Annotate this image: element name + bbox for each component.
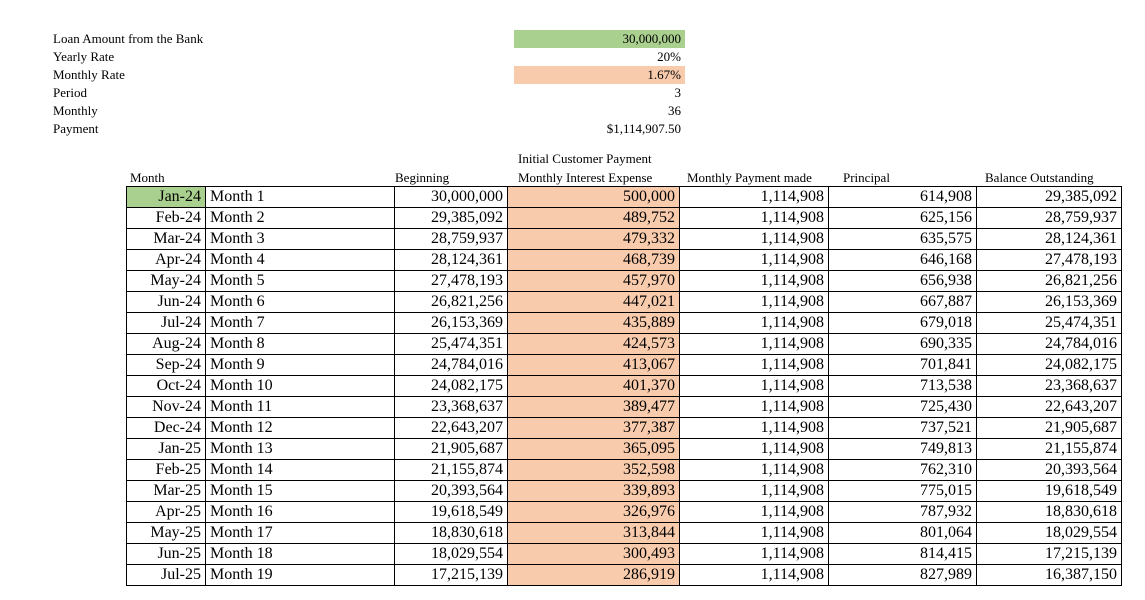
payment-cell[interactable]: 1,114,908 bbox=[680, 376, 829, 397]
interest-cell[interactable]: 500,000 bbox=[508, 187, 680, 208]
header-monthly-payment: Monthly Payment made bbox=[687, 170, 812, 185]
beginning-cell[interactable]: 18,029,554 bbox=[395, 544, 508, 565]
interest-cell[interactable]: 326,976 bbox=[508, 502, 680, 523]
table-row bbox=[127, 565, 1122, 586]
month-date-cell[interactable]: Aug-24 bbox=[127, 334, 206, 355]
interest-cell[interactable]: 447,021 bbox=[508, 292, 680, 313]
month-label-cell[interactable]: Month 12 bbox=[206, 418, 395, 439]
param-value[interactable]: 30,000,000 bbox=[514, 30, 685, 48]
month-label-cell[interactable]: Month 15 bbox=[206, 481, 395, 502]
balance-cell[interactable]: 26,821,256 bbox=[977, 271, 1122, 292]
param-value[interactable]: 20% bbox=[657, 49, 681, 64]
interest-cell[interactable]: 401,370 bbox=[508, 376, 680, 397]
beginning-cell[interactable]: 21,155,874 bbox=[395, 460, 508, 481]
beginning-cell[interactable]: 27,478,193 bbox=[395, 271, 508, 292]
table-row bbox=[127, 313, 1122, 334]
param-value[interactable]: 36 bbox=[668, 103, 681, 118]
interest-cell[interactable]: 489,752 bbox=[508, 208, 680, 229]
table-row bbox=[127, 376, 1122, 397]
interest-cell[interactable]: 300,493 bbox=[508, 544, 680, 565]
table-row bbox=[127, 187, 1122, 208]
beginning-cell[interactable]: 20,393,564 bbox=[395, 481, 508, 502]
month-label-cell[interactable]: Month 17 bbox=[206, 523, 395, 544]
header-initial-customer-payment: Initial Customer Payment bbox=[518, 151, 652, 166]
beginning-cell[interactable]: 21,905,687 bbox=[395, 439, 508, 460]
table-row bbox=[127, 397, 1122, 418]
payment-cell[interactable]: 1,114,908 bbox=[680, 397, 829, 418]
balance-cell[interactable]: 18,029,554 bbox=[977, 523, 1122, 544]
amortization-table bbox=[126, 186, 1122, 586]
param-value[interactable]: 1.67% bbox=[514, 66, 685, 84]
header-month: Month bbox=[130, 170, 165, 185]
balance-cell[interactable]: 27,478,193 bbox=[977, 250, 1122, 271]
table-row bbox=[127, 229, 1122, 250]
month-label-cell[interactable]: Month 8 bbox=[206, 334, 395, 355]
beginning-cell[interactable]: 23,368,637 bbox=[395, 397, 508, 418]
param-label: Yearly Rate bbox=[53, 49, 115, 64]
balance-cell[interactable]: 26,153,369 bbox=[977, 292, 1122, 313]
principal-cell[interactable]: 749,813 bbox=[829, 439, 977, 460]
balance-cell[interactable]: 21,155,874 bbox=[977, 439, 1122, 460]
balance-cell[interactable]: 23,368,637 bbox=[977, 376, 1122, 397]
interest-cell[interactable]: 313,844 bbox=[508, 523, 680, 544]
payment-cell[interactable]: 1,114,908 bbox=[680, 334, 829, 355]
principal-cell[interactable]: 801,064 bbox=[829, 523, 977, 544]
month-date-cell[interactable]: Sep-24 bbox=[127, 355, 206, 376]
table-row bbox=[127, 523, 1122, 544]
param-monthly[interactable] bbox=[0, 102, 700, 120]
month-label-cell[interactable]: Month 7 bbox=[206, 313, 395, 334]
param-payment[interactable] bbox=[0, 120, 700, 138]
table-row bbox=[127, 355, 1122, 376]
principal-cell[interactable]: 775,015 bbox=[829, 481, 977, 502]
beginning-cell[interactable]: 19,618,549 bbox=[395, 502, 508, 523]
month-label-cell[interactable]: Month 2 bbox=[206, 208, 395, 229]
interest-cell[interactable]: 365,095 bbox=[508, 439, 680, 460]
principal-cell[interactable]: 667,887 bbox=[829, 292, 977, 313]
payment-cell[interactable]: 1,114,908 bbox=[680, 229, 829, 250]
table-row bbox=[127, 250, 1122, 271]
beginning-cell[interactable]: 17,215,139 bbox=[395, 565, 508, 586]
payment-cell[interactable]: 1,114,908 bbox=[680, 565, 829, 586]
interest-cell[interactable]: 377,387 bbox=[508, 418, 680, 439]
month-label-cell[interactable]: Month 4 bbox=[206, 250, 395, 271]
balance-cell[interactable]: 24,784,016 bbox=[977, 334, 1122, 355]
param-yearly-rate[interactable] bbox=[0, 48, 700, 66]
payment-cell[interactable]: 1,114,908 bbox=[680, 544, 829, 565]
beginning-cell[interactable]: 25,474,351 bbox=[395, 334, 508, 355]
table-row bbox=[127, 544, 1122, 565]
month-label-cell[interactable]: Month 1 bbox=[206, 187, 395, 208]
interest-cell[interactable]: 435,889 bbox=[508, 313, 680, 334]
payment-cell[interactable]: 1,114,908 bbox=[680, 271, 829, 292]
month-label-cell[interactable]: Month 18 bbox=[206, 544, 395, 565]
balance-cell[interactable]: 29,385,092 bbox=[977, 187, 1122, 208]
payment-cell[interactable]: 1,114,908 bbox=[680, 313, 829, 334]
payment-cell[interactable]: 1,114,908 bbox=[680, 418, 829, 439]
balance-cell[interactable]: 16,387,150 bbox=[977, 565, 1122, 586]
table-row bbox=[127, 502, 1122, 523]
beginning-cell[interactable]: 24,082,175 bbox=[395, 376, 508, 397]
month-date-cell[interactable]: Oct-24 bbox=[127, 376, 206, 397]
month-date-cell[interactable]: Apr-25 bbox=[127, 502, 206, 523]
month-label-cell[interactable]: Month 13 bbox=[206, 439, 395, 460]
principal-cell[interactable]: 679,018 bbox=[829, 313, 977, 334]
interest-cell[interactable]: 389,477 bbox=[508, 397, 680, 418]
principal-cell[interactable]: 827,989 bbox=[829, 565, 977, 586]
month-date-cell[interactable]: Jun-24 bbox=[127, 292, 206, 313]
param-label: Monthly Rate bbox=[53, 67, 125, 82]
month-label-cell[interactable]: Month 6 bbox=[206, 292, 395, 313]
principal-cell[interactable]: 737,521 bbox=[829, 418, 977, 439]
beginning-cell[interactable]: 26,821,256 bbox=[395, 292, 508, 313]
principal-cell[interactable]: 787,932 bbox=[829, 502, 977, 523]
beginning-cell[interactable]: 22,643,207 bbox=[395, 418, 508, 439]
month-date-cell[interactable]: Jan-25 bbox=[127, 439, 206, 460]
payment-cell[interactable]: 1,114,908 bbox=[680, 187, 829, 208]
beginning-cell[interactable]: 29,385,092 bbox=[395, 208, 508, 229]
interest-cell[interactable]: 468,739 bbox=[508, 250, 680, 271]
payment-cell[interactable]: 1,114,908 bbox=[680, 355, 829, 376]
payment-cell[interactable]: 1,114,908 bbox=[680, 502, 829, 523]
payment-cell[interactable]: 1,114,908 bbox=[680, 208, 829, 229]
table-row bbox=[127, 418, 1122, 439]
beginning-cell[interactable]: 28,124,361 bbox=[395, 250, 508, 271]
table-row bbox=[127, 439, 1122, 460]
param-label: Period bbox=[53, 85, 87, 100]
table-row bbox=[127, 460, 1122, 481]
principal-cell[interactable]: 646,168 bbox=[829, 250, 977, 271]
param-label: Payment bbox=[53, 121, 99, 136]
principal-cell[interactable]: 656,938 bbox=[829, 271, 977, 292]
beginning-cell[interactable]: 30,000,000 bbox=[395, 187, 508, 208]
principal-cell[interactable]: 725,430 bbox=[829, 397, 977, 418]
param-loan-amount[interactable] bbox=[0, 30, 700, 48]
balance-cell[interactable]: 25,474,351 bbox=[977, 313, 1122, 334]
principal-cell[interactable]: 690,335 bbox=[829, 334, 977, 355]
interest-cell[interactable]: 339,893 bbox=[508, 481, 680, 502]
month-date-cell[interactable]: Jul-24 bbox=[127, 313, 206, 334]
beginning-cell[interactable]: 28,759,937 bbox=[395, 229, 508, 250]
beginning-cell[interactable]: 26,153,369 bbox=[395, 313, 508, 334]
beginning-cell[interactable]: 18,830,618 bbox=[395, 523, 508, 544]
table-row bbox=[127, 271, 1122, 292]
interest-cell[interactable]: 457,970 bbox=[508, 271, 680, 292]
principal-cell[interactable]: 701,841 bbox=[829, 355, 977, 376]
month-date-cell[interactable]: Jan-24 bbox=[127, 187, 206, 208]
header-principal: Principal bbox=[843, 170, 890, 185]
payment-cell[interactable]: 1,114,908 bbox=[680, 481, 829, 502]
balance-cell[interactable]: 28,759,937 bbox=[977, 208, 1122, 229]
interest-cell[interactable]: 424,573 bbox=[508, 334, 680, 355]
balance-cell[interactable]: 17,215,139 bbox=[977, 544, 1122, 565]
month-date-cell[interactable]: Mar-24 bbox=[127, 229, 206, 250]
param-value[interactable]: 3 bbox=[674, 85, 681, 100]
balance-cell[interactable]: 20,393,564 bbox=[977, 460, 1122, 481]
month-label-cell[interactable]: Month 16 bbox=[206, 502, 395, 523]
interest-cell[interactable]: 413,067 bbox=[508, 355, 680, 376]
month-date-cell[interactable]: Apr-24 bbox=[127, 250, 206, 271]
balance-cell[interactable]: 19,618,549 bbox=[977, 481, 1122, 502]
month-date-cell[interactable]: Feb-25 bbox=[127, 460, 206, 481]
month-date-cell[interactable]: May-25 bbox=[127, 523, 206, 544]
interest-cell[interactable]: 286,919 bbox=[508, 565, 680, 586]
month-date-cell[interactable]: Jul-25 bbox=[127, 565, 206, 586]
month-date-cell[interactable]: Mar-25 bbox=[127, 481, 206, 502]
balance-cell[interactable]: 28,124,361 bbox=[977, 229, 1122, 250]
payment-cell[interactable]: 1,114,908 bbox=[680, 439, 829, 460]
table-row bbox=[127, 334, 1122, 355]
month-label-cell[interactable]: Month 19 bbox=[206, 565, 395, 586]
month-date-cell[interactable]: Jun-25 bbox=[127, 544, 206, 565]
month-label-cell[interactable]: Month 3 bbox=[206, 229, 395, 250]
table-row bbox=[127, 292, 1122, 313]
header-balance: Balance Outstanding bbox=[985, 170, 1094, 185]
month-date-cell[interactable]: Nov-24 bbox=[127, 397, 206, 418]
balance-cell[interactable]: 21,905,687 bbox=[977, 418, 1122, 439]
param-label: Monthly bbox=[53, 103, 98, 118]
month-label-cell[interactable]: Month 9 bbox=[206, 355, 395, 376]
month-date-cell[interactable]: Feb-24 bbox=[127, 208, 206, 229]
table-row bbox=[127, 481, 1122, 502]
month-label-cell[interactable]: Month 14 bbox=[206, 460, 395, 481]
principal-cell[interactable]: 614,908 bbox=[829, 187, 977, 208]
payment-cell[interactable]: 1,114,908 bbox=[680, 460, 829, 481]
principal-cell[interactable]: 814,415 bbox=[829, 544, 977, 565]
header-beginning: Beginning bbox=[395, 170, 450, 185]
balance-cell[interactable]: 22,643,207 bbox=[977, 397, 1122, 418]
month-date-cell[interactable]: Dec-24 bbox=[127, 418, 206, 439]
month-date-cell[interactable]: May-24 bbox=[127, 271, 206, 292]
beginning-cell[interactable]: 24,784,016 bbox=[395, 355, 508, 376]
principal-cell[interactable]: 625,156 bbox=[829, 208, 977, 229]
month-label-cell[interactable]: Month 10 bbox=[206, 376, 395, 397]
param-label: Loan Amount from the Bank bbox=[53, 31, 204, 46]
payment-cell[interactable]: 1,114,908 bbox=[680, 250, 829, 271]
interest-cell[interactable]: 479,332 bbox=[508, 229, 680, 250]
param-value[interactable]: $1,114,907.50 bbox=[606, 121, 681, 136]
interest-cell[interactable]: 352,598 bbox=[508, 460, 680, 481]
principal-cell[interactable]: 713,538 bbox=[829, 376, 977, 397]
balance-cell[interactable]: 24,082,175 bbox=[977, 355, 1122, 376]
principal-cell[interactable]: 635,575 bbox=[829, 229, 977, 250]
balance-cell[interactable]: 18,830,618 bbox=[977, 502, 1122, 523]
payment-cell[interactable]: 1,114,908 bbox=[680, 523, 829, 544]
param-monthly-rate[interactable] bbox=[0, 66, 700, 84]
table-row bbox=[127, 208, 1122, 229]
month-label-cell[interactable]: Month 5 bbox=[206, 271, 395, 292]
param-period[interactable] bbox=[0, 84, 700, 102]
month-label-cell[interactable]: Month 11 bbox=[206, 397, 395, 418]
header-monthly-interest: Monthly Interest Expense bbox=[518, 170, 653, 185]
payment-cell[interactable]: 1,114,908 bbox=[680, 292, 829, 313]
principal-cell[interactable]: 762,310 bbox=[829, 460, 977, 481]
